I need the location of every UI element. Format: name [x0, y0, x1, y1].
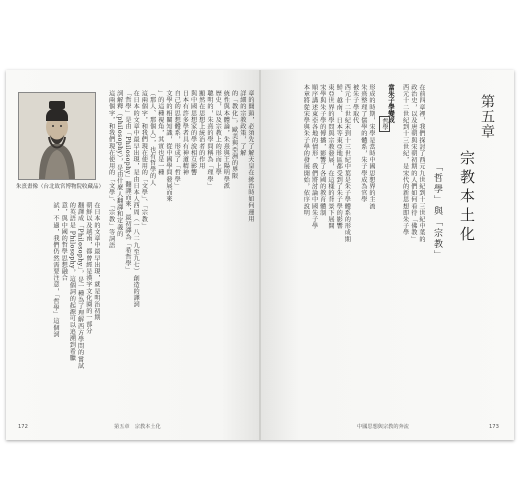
text-column: 朱熹整理了儒學的體系，朱子學成為官學: [359, 84, 367, 203]
text-column: 文學的相關知識，從中國學問發展而來: [164, 90, 172, 203]
text-column: 詳細的宗教政策，了解: [238, 90, 246, 156]
text-column: 這兩個字，和我們現在使用的「文學」、「宗教」: [140, 90, 148, 229]
text-column: 西元十二世紀末到十三世紀中葉是朱子學體系的形成期: [343, 84, 351, 243]
text-column: 翻譯成「Philosophy」，是一種為了理解西方學問的嘗試: [76, 202, 84, 370]
text-column: 在日本的文章中最早出現，是由日本人西周（一八二九至九七）創造的譯詞: [132, 90, 140, 308]
zhu-xi-portrait-image: [19, 93, 95, 179]
right-running-footer: 中國思想與宗教的奔流: [357, 424, 409, 430]
left-text-block-lower: [16, 202, 100, 402]
chapter-number: 第五章: [479, 94, 495, 139]
text-column: 意，與中國的哲學思想融合: [60, 202, 68, 282]
text-column: （那人、那個人），也有哲學的人: [148, 90, 156, 186]
right-text-block-body: [271, 84, 375, 400]
portrait-caption: 朱熹畫像（台北故宮博物院收藏品）: [16, 184, 105, 190]
text-column: 日本有許多學者具有神道精神: [181, 90, 189, 176]
text-column: 顯然在思想上統治者的作用: [197, 90, 205, 170]
text-column: 的「教化」，歐美與亞洲的界限: [230, 90, 238, 180]
right-page-number: 173: [489, 424, 499, 430]
chapter-title: 宗教本土化: [458, 150, 476, 245]
text-column: 統性與本體論，朱熹與王陽明學派: [222, 90, 230, 189]
text-column: 被朱子學取代: [351, 84, 359, 124]
section-heading: 當朱子學變成: [387, 84, 395, 123]
text-column: 西元十二世紀到十三世紀，是宋代的新思想即朱子學: [401, 84, 409, 236]
text-column: 詞解釋（philosophy），是由什麼人翻譯和定義的: [115, 90, 123, 238]
text-column: 鮮、越南、日本等東亞地區都受到了朱子學的影響: [335, 84, 343, 230]
left-running-footer: 第五章 宗教本土化: [114, 424, 161, 430]
left-text-block-upper: [102, 90, 254, 400]
text-column: 在日本的文章中最早出現，就是明治初期: [93, 202, 100, 321]
text-column: 與中國思想家的學說相互影響: [189, 90, 197, 176]
right-page: [261, 70, 514, 440]
section-tag: 哲學: [381, 118, 388, 130]
text-column: 東亞世界的學問與宗教發展，在這樣的背景下展開: [326, 84, 334, 230]
text-column: 聰明的，朱熹的學問稱為「理學」: [205, 90, 213, 189]
left-page: [6, 70, 259, 440]
text-column: 自己的思想體系，形成了「哲學」: [173, 90, 181, 189]
text-column: 宋學與朱子學的傳播，影響了各國的教育體制: [318, 84, 326, 216]
text-column: 本章將從宋學與朱子學的發展開始，依序說明: [302, 84, 310, 216]
text-column: 歷史，以及宗教上的形而上學: [214, 90, 222, 176]
chapter-subheading: 「哲學」與「宗教」: [432, 162, 442, 261]
text-column: 這兩個字，和我們現在使用的「文學」、「宗教」等詞語: [107, 90, 115, 249]
text-column: 政治史，以及唐朝與宋朝初期的人們如何看待「佛教」: [409, 84, 417, 243]
text-column: 」的這種視角，其實也是一種: [156, 90, 164, 176]
text-column: 試，不過，我們仍然需要注意，「哲學」這個詞: [51, 202, 59, 338]
text-column: 章的開頭，必須先了解天皇在統治時如何運用: [247, 90, 254, 222]
open-book: [6, 70, 514, 440]
right-text-block-intro: [397, 84, 425, 400]
text-column: 順序講述東亞各地的情形，我們將討論中國朱子學: [310, 84, 318, 230]
text-column: 的英語是 Philosophy，這個詞的起源可以追溯到希臘: [68, 202, 76, 362]
text-column: 朝鮮以及越南，都曾經是漢字文化圈的一部分: [84, 202, 92, 334]
text-column: 形成的時期，宋學是當時中國思想界的主流: [368, 84, 375, 210]
left-page-number: 172: [18, 424, 28, 430]
text-column: 在前四章裡，我們探討了西元九世紀到十三世紀中葉的: [418, 84, 425, 243]
portrait-illustration: [18, 92, 96, 180]
text-column: 「哲學」是由「Philosophy」翻譯而來，最初譯為「希哲學」: [123, 90, 131, 274]
